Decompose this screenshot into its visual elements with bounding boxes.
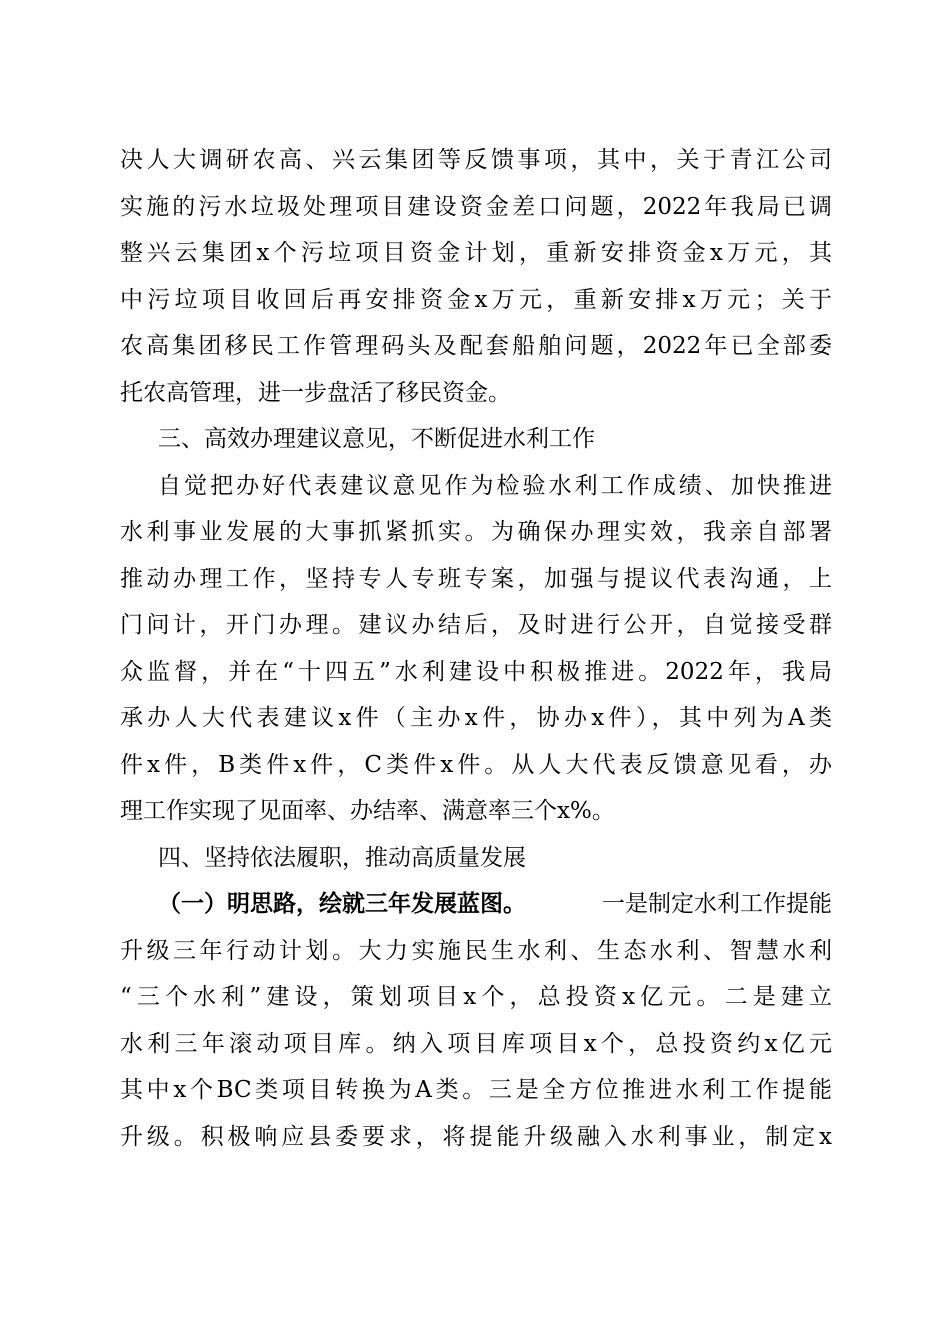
subsection-1-title: （一）明思路，绘就三年发展蓝图。 (158, 890, 526, 917)
text-line: 承办人大代表建议x件（主办x件，协办x件），其中列为A类 (120, 705, 832, 731)
text-line: 农高集团移民工作管理码头及配套船舶问题，2022年已全部委 (120, 333, 832, 359)
text-line: 自觉把办好代表建议意见作为检验水利工作成绩、加快推进 (158, 472, 832, 499)
document-page (120, 137, 832, 1160)
section-3-heading: 三、高效办理建议意见，不断促进水利工作 (158, 426, 595, 452)
text-line: “三个水利”建设，策划项目x个，总投资x亿元。二是建立 (120, 984, 832, 1010)
paragraph-1 (120, 137, 832, 416)
text-line: 水利事业发展的大事抓紧抓实。为确保办理实效，我亲自部署 (120, 519, 832, 545)
text-line: 决人大调研农高、兴云集团等反馈事项，其中，关于青江公司 (120, 147, 832, 173)
text-line: 实施的污水垃圾处理项目建设资金差口问题，2022年我局已调 (120, 193, 832, 220)
text-line: 门问计，开门办理。建议办结后，及时进行公开，自觉接受群 (120, 612, 832, 638)
text-line: 理工作实现了见面率、办结率、满意率三个x%。 (120, 798, 615, 824)
text-line (120, 881, 832, 928)
text-line: 件x件，B类件x件，C类件x件。从人大代表反馈意见看，办 (120, 751, 832, 778)
text-line: 水利三年滚动项目库。纳入项目库项目x个，总投资约x亿元 (120, 1030, 832, 1057)
text-line: 推动办理工作，坚持专人专班专案，加强与提议代表沟通，上 (120, 565, 832, 592)
section-4 (120, 835, 832, 1161)
subsection-1-text-start: 一是制定水利工作提能 (602, 891, 832, 917)
text-line: 众监督，并在“十四五”水利建设中积极推进。2022年，我局 (120, 658, 832, 685)
text-line: 升级。积极响应县委要求，将提能升级融入水利事业，制定x (120, 1123, 832, 1150)
text-line: 托农高管理，进一步盘活了移民资金。 (120, 379, 511, 406)
text-line: 升级三年行动计划。大力实施民生水利、生态水利、智慧水利 (120, 937, 832, 964)
text-line: 整兴云集团x个污垃项目资金计划，重新安排资金x万元，其 (120, 240, 832, 266)
text-line: 中污垃项目收回后再安排资金x万元，重新安排x万元；关于 (120, 286, 832, 313)
section-4-heading: 四、坚持依法履职，推动高质量发展 (158, 844, 526, 871)
section-3 (120, 416, 832, 835)
text-line: 其中x个BC类项目转换为A类。三是全方位推进水利工作提能 (120, 1077, 832, 1103)
